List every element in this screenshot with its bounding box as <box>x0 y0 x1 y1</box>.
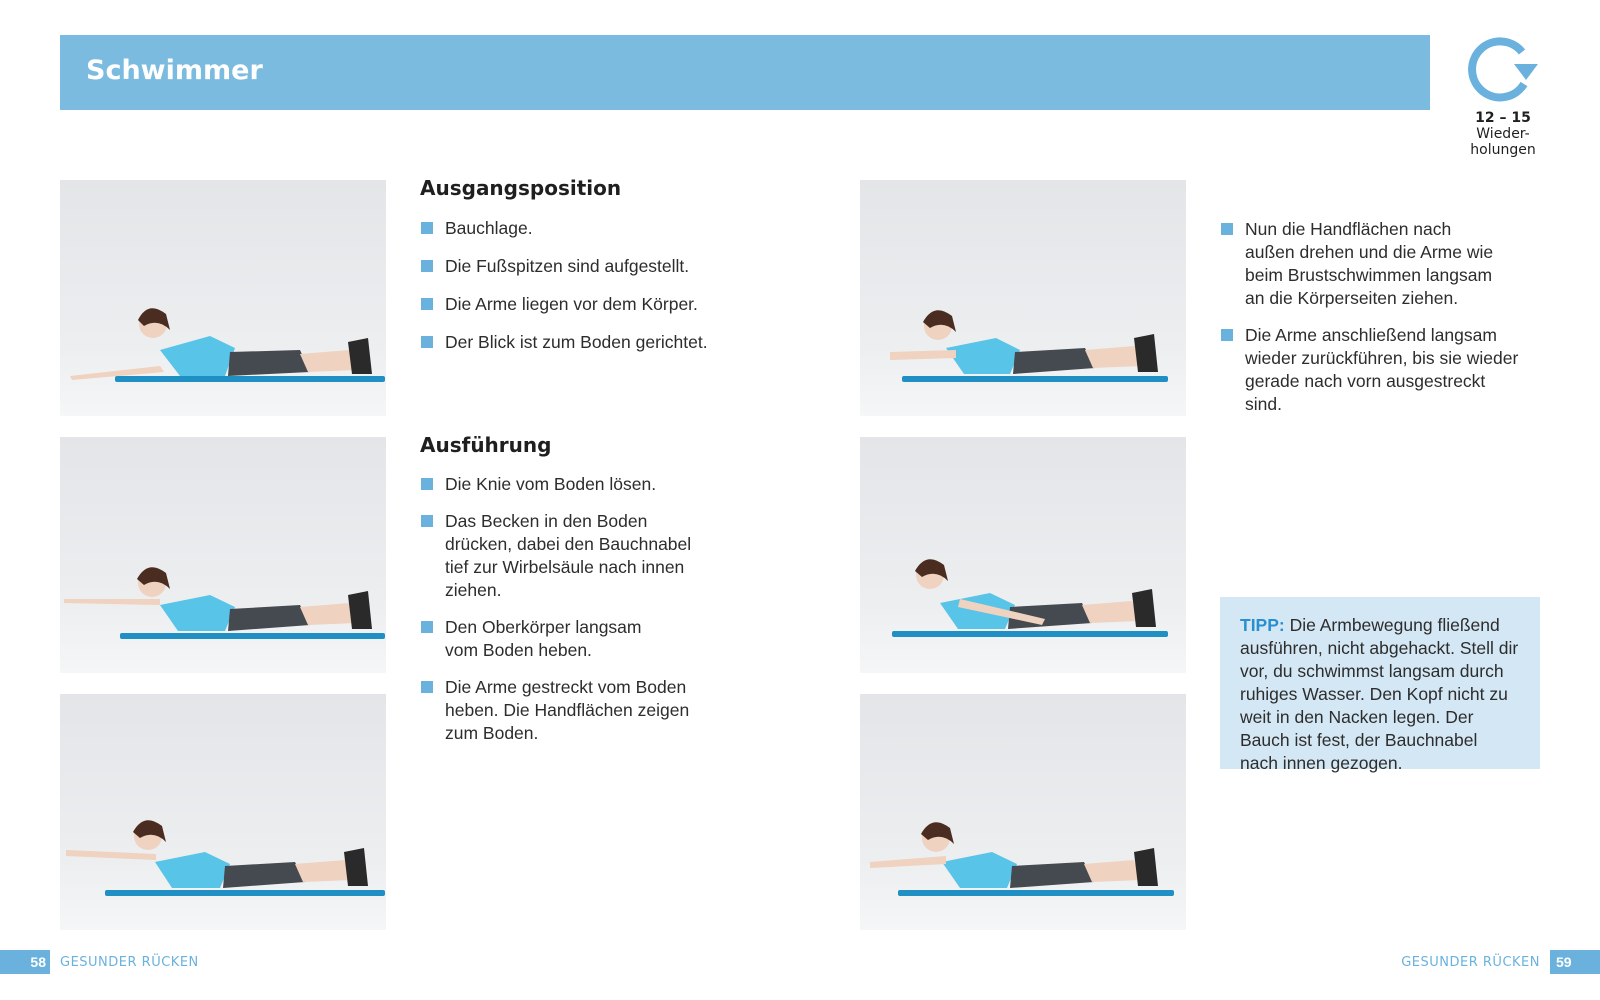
repeat-icon <box>1466 32 1540 102</box>
list-item: Das Becken in den Boden drücken, dabei den Bauchnabel tief zur Wirbelsäule nach innen ziehen. <box>420 510 705 602</box>
list-item: Die Arme gestreckt vom Boden heben. Die Handflächen zeigen zum Boden. <box>420 676 690 745</box>
page-number-right: 59 <box>1550 950 1600 974</box>
continuation-list <box>1220 218 1520 416</box>
footer-right <box>1401 950 1600 974</box>
list-item: Die Knie vom Boden lösen. <box>420 473 705 496</box>
exercise-photo-4 <box>860 180 1186 416</box>
execution-heading: Ausführung <box>420 433 552 457</box>
tip-label: TIPP: <box>1240 615 1285 635</box>
list-item: Die Arme liegen vor dem Körper. <box>420 293 720 316</box>
list-item: Bauchlage. <box>420 217 720 240</box>
exercise-photo-6 <box>860 694 1186 930</box>
exercise-photo-5 <box>860 437 1186 673</box>
repetitions-label-1: Wieder- <box>1476 126 1530 142</box>
start-position-list <box>420 217 720 354</box>
repetitions-label-2: holungen <box>1470 142 1536 158</box>
footer-left <box>0 950 199 974</box>
start-position-heading: Ausgangsposition <box>420 176 622 200</box>
title-bar <box>60 35 1430 110</box>
execution-list <box>420 473 705 745</box>
tip-box <box>1220 597 1540 773</box>
exercise-photo-3 <box>60 694 386 930</box>
footer-label-left: GESUNDER RÜCKEN <box>60 954 199 970</box>
repetitions-count: 12 – 15 <box>1475 110 1531 126</box>
repetitions-badge <box>1463 32 1543 158</box>
list-item: Die Fußspitzen sind aufgestellt. <box>420 255 720 278</box>
exercise-photo-2 <box>60 437 386 673</box>
list-item: Nun die Handflächen nach außen drehen und die Arme wie beim Brustschwimmen langsam an die Körperseiten ziehen. <box>1220 218 1505 310</box>
list-item: Die Arme anschließend langsam wieder zurückführen, bis sie wieder gerade nach vorn ausgestreckt sind. <box>1220 324 1520 416</box>
tip-text: Die Armbewegung fließend ausführen, nicht abgehackt. Stell dir vor, du schwimmst langsam durch ruhiges Wasser. Den Kopf nicht zu weit in den Nacken legen. Der Bauch ist fest, der Bauchnabel nach innen gezogen. <box>1240 615 1519 773</box>
list-item: Der Blick ist zum Boden gerichtet. <box>420 331 720 354</box>
footer-label-right: GESUNDER RÜCKEN <box>1401 954 1540 970</box>
page-number-left: 58 <box>0 950 50 974</box>
exercise-photo-1 <box>60 180 386 416</box>
list-item: Den Oberkörper langsam vom Boden heben. <box>420 616 645 662</box>
page-title: Schwimmer <box>86 55 263 86</box>
